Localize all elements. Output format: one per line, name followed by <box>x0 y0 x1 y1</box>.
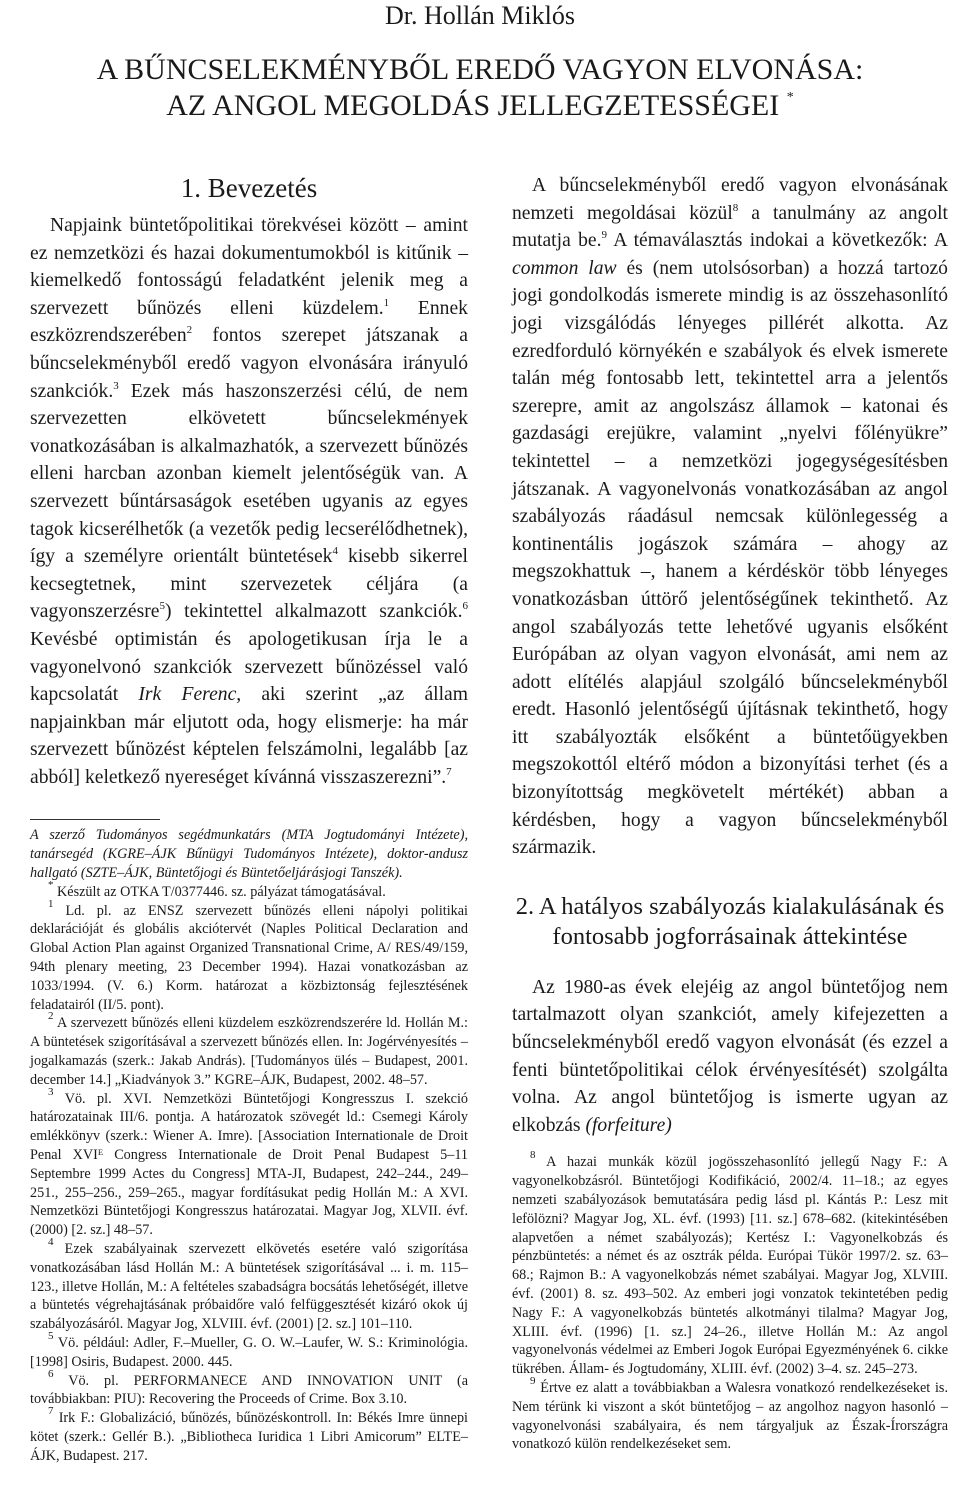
footnote: $^5$ Vö. például: Adler, F.–Mueller, G. O. W.–Laufer, W. S.: Kriminológia. [1998] Osiris, Budapest. 2000. 445. <box>30 1329 468 1370</box>
footnote: $^1$ Ld. pl. az ENSZ szervezett bűnözés elleni nápolyi politikai deklarációját és globális akciótervét (Naples Political Declaration and Global Action Plan against Organized Transnational Crime, A/ RES/49/159, 94th plenary meeting, 23 December 1994). Hazai vonatkozásban az 1033/1994. (V. 6.) Korm. határozat a közbiztonság fejlesztésének feladatairól (II/5. pont). <box>30 897 468 1013</box>
section-2-heading: 2. A hatályos szabályozás kialakulásának és fontosabb jogforrásainak áttekintése <box>515 892 945 950</box>
section-2-paragraph: Az 1980-as évek elejéig az angol büntetőjog nem tartalmazott olyan szankciót, amely kifejezetten a bűncselekményből eredő vagyon elvonását (és ezzel a fenti büntetőpolitikai célok érvényesítését) szolgálta volna. Az angol büntetőjog is ismerte ugyan az elkobzás (forfeiture) <box>512 976 948 1136</box>
title-line-1: A BŰNCSELEKMÉNYBŐL EREDŐ VAGYON ELVONÁSA: <box>96 53 864 86</box>
footnote: * Készült az OTKA T/0377446. sz. pályázat támogatásával. <box>48 878 386 900</box>
author-name: Dr. Hollán Miklós <box>385 1 575 30</box>
footnote: $^7$ Irk F.: Globalizáció, bűnözés, bűnözéskontroll. In: Békés Imre ünnepi kötet (szerk.: Gellér B.). „Bibliotheca Iuridica 1 Libri Amicorum” ELTE–ÁJK, Budapest. 217. <box>30 1405 468 1464</box>
right-column <box>512 172 948 1454</box>
footnote: $^4$ Ezek szabályainak szervezett elkövetés esetére való szigorítása vonatkozásában lásd Hollán M.: A büntetések szigorításával ... i. m. 115–123., illetve Hollán, M.: A feltételes szabadságra bocsátás lehetőségét, illetve a büntetés végrehajtásának próbaidőre való felfüggesztését kizáró okok új szabályozásáról. Magyar Jog, XLVIII. évf. (2001) [2. sz.] 101–110. <box>30 1236 468 1333</box>
right-footnotes <box>512 1149 948 1454</box>
title-line-2: AZ ANGOL MEGOLDÁS JELLEGZETESSÉGEI * <box>166 89 794 122</box>
left-footnotes <box>30 878 468 1466</box>
footnote: $^8$ A hazai munkák közül jogösszehasonlító jellegű Nagy F.: A vagyonelkobzásról. Büntetőjogi Kodifikáció, 2002/4. 11–18.; az egyes nemzeti szabályozások bemutatására pedig lásd pl. Kántás P.: Lesz mit lefölözni? Magyar Jog, XL. évf. (1993) [11. sz.] 678–682. (kitekintésében alapvetően a német szabályozás); Kertész I.: Vagyonelkobzás és pénzbüntetés: a német és az osztrák példa. Európai Tükör 1997/2. sz. 63–68.; Rajmon B.: A vagyonelkobzás német szabályai. Magyar Jog, XLVIII. évf. (2001) 8. sz. 493–502. Az emberi jogi vonzatok tekintetében pedig Nagy F.: A vagyonelkobzás büntetés alkotmányi tilalma? Magyar Jog, XLIII. évf. (1996) [1. sz.] 24–26., illetve Hollán M.: Az angol vagyonelvonás védelmei az Emberi Jogok Európai Egyezményének 6. cikke tükrében. Állam- és Jogtudomány, XLIII. évf. (2002) 3–4. sz. 245–273. <box>512 1149 948 1378</box>
footnote: $^9$ Értve ez alatt a továbbiakban a Walesra vonatkozó rendelkezéseket is. Nem térünk ki viszont a skót büntetőjog – az angolhoz nagyon hasonló – vagyonelvonási szabályaira, és nem tárgyaljuk az Észak-Írországra vonatkozó külön rendelkezéseket sem. <box>512 1374 948 1453</box>
footnote: $^2$ A szervezett bűnözés elleni küzdelem eszközrendszerére ld. Hollán M.: A büntetések szigorításával a szervezett bűnözés ellen. In: Jogérvényesítés – jogalkamazás (szerk.: Jakab András). [Tudományos ülés – Budapest, 2001. december 14.] „Kiadványok 3.” KGRE–ÁJK, Budapest, 2002. 48–57. <box>30 1010 468 1088</box>
author-affiliation-note: A szerző Tudományos segédmunkatárs (MTA Jogtudományi Intézete), tanársegéd (KGRE–ÁJK Bűnügyi Tudományos Intézete), doktor-andusz hallgató (SZTE–ÁJK, Büntetőjogi és Büntetőeljárásjogi Tanszék). <box>30 827 468 882</box>
footnote-divider <box>30 819 160 820</box>
title-footnote-mark: * <box>786 90 794 105</box>
intro-paragraph: Napjaink büntetőpolitikai törekvései között – amint ez nemzetközi és hazai dokumentumokból is kitűnik – kiemelkedő fontosságú feladatként jelenik meg a szervezett bűnözés elleni küzdelem.$^1$ Ennek eszközrendszerében$^2$ fontos szerepet játszanak a bűncselekményből eredő vagyon elvonására irányuló szankciók.$^3$ Ezek más haszonszerzési célú, de nem szervezetten elkövetett bűncselekmények vonatkozásában is alkalmazhatók, a szervezett bűnözés elleni harcban azonban kiemelt jelentőségük van. A szervezett bűntársaságok esetében ugyanis az egyes tagok kicserélhetők (a vezetők pedig lecserélődhetnek), így a személyre orientált büntetések$^4$ kisebb sikerrel kecsegtetnek, mint szervezetek céljára (a vagyonszerzésre$^5$) tekintettel alkalmazott szankciók.$^6$ Kevésbé optimistán és apologetikusan írja le a vagyonelvonó szankciók szervezett bűnözéssel való kapcsolatát Irk Ferenc, aki szerint „az állam napjainkban már eljutott oda, hogy elismerje: ha már szervezett bűnözést képtelen felszámolni, legalább [az abból] keletkező nyereséget kívánná visszaszerezni”.$^7$ <box>30 215 468 788</box>
left-column <box>30 172 468 1466</box>
footnote: $^6$ Vö. pl. PERFORMANECE AND INNOVATION UNIT (a továbbiakban: PIU): Recovering the Proceeds of Crime. Box 3.10. <box>30 1367 468 1408</box>
article-title <box>0 52 960 124</box>
footnote: $^3$ Vö. pl. XVI. Nemzetközi Büntetőjogi Kongresszus I. szekció határozatainak III/6. pontja. A határozatok szövegét ld.: Csemegi Károly emlékkönyv (szerk.: Wiener A. Imre). [Association Internationale de Droit Penal XVIᴱ Congress Internationale de Droit Penal Budapest 5–11 Septembre 1999 Actes du Congress] MTA-JI, Budapest, 242–244., 249–251., 255–256., 259–265., magyar fordításukat pedig Hollán M.: A XVI. Nemzetközi Büntetőjogi Kongresszus határozatai. Magyar Jog, XLVII. évf. (2000) [2. sz.] 48–57. <box>30 1085 468 1239</box>
topic-paragraph: A bűncselekményből eredő vagyon elvonásának nemzeti megoldásai közül$^8$ a tanulmány az angolt mutatja be.$^9$ A témaválasztás indokai a következők: A common law és (nem utolsósorban) a hozzá tartozó jogi gondolkodás ismerete mindig is az összehasonlító jogi vizsgálódás lényeges pillérét alkotta. Az ezredforduló környékén e szabályok és elvek ismerete talán még fontosabb lett, tekintettel arra a jelentős szerepre, amit az angolszász államok – katonai és gazdasági erejükre, valamint „nyelvi főlényükre” tekintettel – a nemzetközi jogegységesítésben játszanak. A vagyonelvonás vonatkozásában az angol szabályozás ráadásul nemcsak különlegesség a kontinentális jogászok számára – ahogy az megszokhattuk –, hanem a kérdéskör több lényeges vonatkozásban úttörő jelentőségűnek tekinthető. Az angol szabályozás tette lehetővé ugyanis elsőként Európában az olyan vagyon elvonását, ami nem az adott elítélés alapjául szolgáló bűncselekményből eredt. Hasonló jelentőségű újításnak tekinthető, hogy itt szabályozták elsőként a büntetőügyekben megszokottól eltérő módon a bizonyítási terhet (és a bizonyítottság megkövetelt mértékét) abban a kérdésben, hogy a vagyon bűncselekményből származik. <box>512 175 948 859</box>
section-1-heading: 1. Bevezetés <box>180 173 318 203</box>
